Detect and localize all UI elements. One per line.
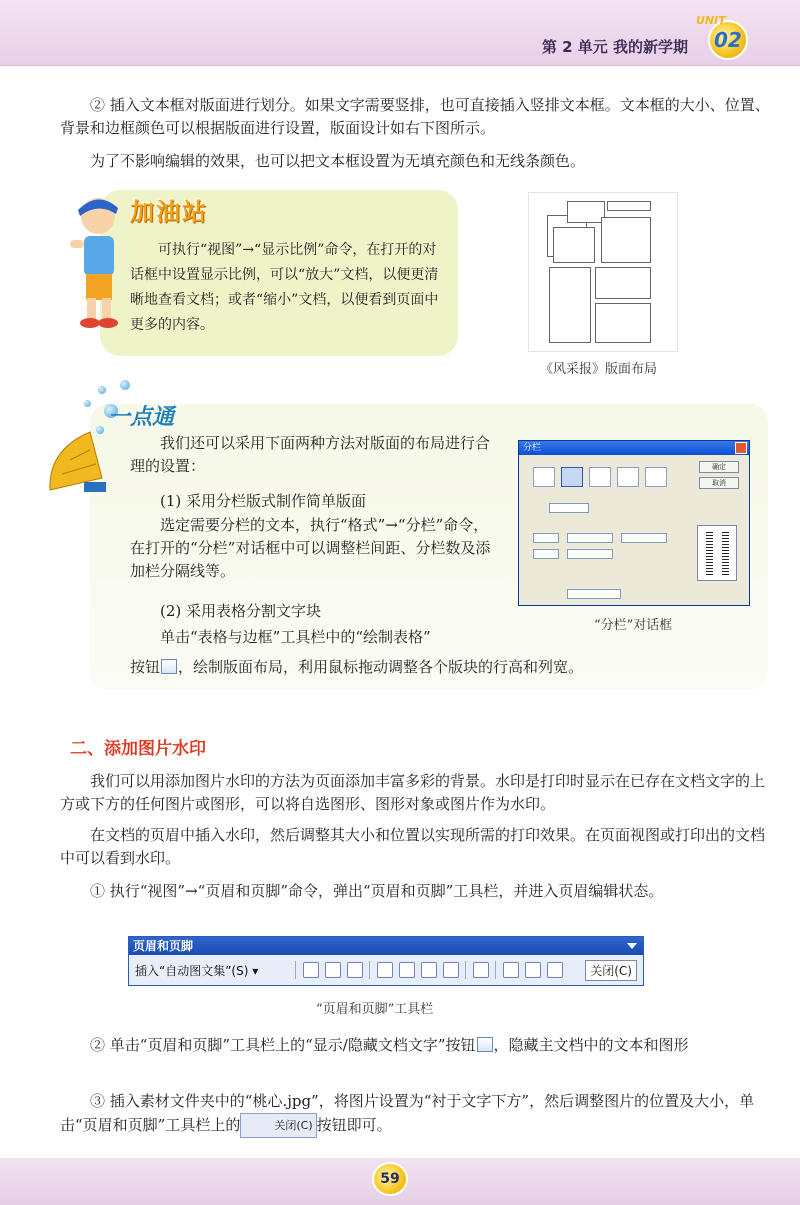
close-button[interactable]: 关闭(C)	[585, 960, 637, 981]
width-field[interactable]	[567, 549, 613, 559]
knowledge-item2-line2	[130, 656, 583, 679]
layout-block	[567, 201, 605, 223]
columns-dialog	[518, 440, 750, 606]
step-2-text-a: ② 单击“页眉和页脚”工具栏上的“显示/隐藏文档文字”按钮	[90, 1036, 476, 1054]
inline-close-button: 关闭(C)	[240, 1113, 316, 1138]
step-2-text-b: ，隐藏主文档中的文本和图形	[493, 1036, 689, 1054]
tip-text: 可执行“视图”→“显示比例”命令，在打开的对话框中设置显示比例，可以“放大”文档，以便更清晰地查看文档；或者“缩小”文档，以便看到页面中更多的内容。	[130, 242, 439, 333]
chapter-title: 第 2 单元 我的新学期	[541, 38, 688, 56]
toolbar-caption: “页眉和页脚”工具栏	[316, 1002, 434, 1017]
knowledge-item1-title: (1) 采用分栏版式制作简单版面	[160, 492, 367, 510]
insert-page-count-icon[interactable]	[325, 962, 341, 978]
knowledge-item2-line2a: 按钮	[130, 658, 161, 676]
insert-page-number-icon[interactable]	[303, 962, 319, 978]
step-3-text-a: ③ 插入素材文件夹中的“桃心.jpg”，将图片设置为“衬于文字下方”，然后调整图片的位置及大小，单击“页眉和页脚”工具栏上的	[60, 1092, 755, 1134]
step-3-text-b: 按钮即可。	[316, 1116, 392, 1134]
section2-paragraph-2: 在文档的页眉中插入水印，然后调整其大小和位置以实现所需的打印效果。在页面视图或打印出的文档中可以看到水印。	[60, 826, 766, 867]
toolbar-title: 页眉和页脚	[129, 937, 643, 955]
layout-diagram	[528, 192, 678, 352]
switch-header-footer-icon[interactable]	[503, 962, 519, 978]
dialog-caption: “分栏”对话框	[594, 618, 673, 633]
insert-time-icon[interactable]	[399, 962, 415, 978]
satellite-dish-icon	[40, 420, 120, 500]
page-number: 59	[372, 1162, 408, 1196]
header-footer-toolbar	[128, 936, 644, 986]
preset-three-columns[interactable]	[589, 467, 611, 487]
layout-caption: 《风采报》版面布局	[540, 362, 658, 377]
layout-block	[595, 267, 651, 299]
layout-block	[553, 227, 595, 263]
layout-block	[601, 217, 651, 263]
unit-word: UNIT	[696, 14, 726, 27]
format-page-number-icon[interactable]	[347, 962, 363, 978]
show-hide-text-icon	[477, 1037, 493, 1052]
step-2	[60, 1034, 775, 1057]
column-number-field[interactable]	[533, 549, 559, 559]
show-previous-icon[interactable]	[525, 962, 541, 978]
unit-badge	[698, 16, 760, 60]
draw-table-icon	[161, 659, 177, 674]
show-hide-document-text-icon[interactable]	[443, 962, 459, 978]
spacing-field[interactable]	[621, 533, 667, 543]
section2-paragraph-1: 我们可以用添加图片水印的方法为页面添加丰富多彩的背景。水印是打印时显示在已存在文档文字的上方或下方的任何图片或图形，可以将自选图形、图形对象或图片作为水印。	[60, 772, 766, 813]
page-setup-icon[interactable]	[421, 962, 437, 978]
section-heading: 二、添加图片水印	[70, 739, 206, 759]
preset-two-columns[interactable]	[561, 467, 583, 487]
unit-number: 02	[714, 28, 742, 52]
cartoon-boy-icon	[60, 190, 130, 330]
tip-title: 加油站	[130, 198, 208, 226]
column-number-field[interactable]	[533, 533, 559, 543]
preset-left[interactable]	[617, 467, 639, 487]
knowledge-item2-title: (2) 采用表格分割文字块	[160, 602, 322, 620]
toolbar-dropdown-icon[interactable]	[627, 943, 637, 949]
knowledge-title: 一点通	[108, 405, 175, 430]
columns-count-field[interactable]	[549, 503, 589, 513]
knowledge-item1-text: 选定需要分栏的文本，执行“格式”→“分栏”命令，在打开的“分栏”对话框中可以调整栏间距、分栏数及添加栏分隔线等。	[130, 516, 491, 580]
same-as-previous-icon[interactable]	[473, 962, 489, 978]
intro-paragraph-2: 为了不影响编辑的效果，也可以把文本框设置为无填充颜色和无线条颜色。	[90, 152, 586, 170]
width-field[interactable]	[567, 533, 613, 543]
intro-paragraph-1: ② 插入文本框对版面进行划分。如果文字需要竖排，也可直接插入竖排文本框。文本框的大小、位置、背景和边框颜色可以根据版面进行设置，版面设计如右下图所示。	[60, 96, 770, 137]
dialog-titlebar: 分栏	[519, 441, 749, 455]
step-3	[60, 1090, 775, 1138]
apply-to-select[interactable]	[567, 589, 621, 599]
dialog-ok-button[interactable]: 确定	[699, 461, 739, 473]
step-1: ① 执行“视图”→“页眉和页脚”命令，弹出“页眉和页脚”工具栏，并进入页眉编辑状态。	[90, 882, 664, 900]
insert-date-icon[interactable]	[377, 962, 393, 978]
knowledge-item2-line2b: ，绘制版面布局，利用鼠标拖动调整各个版块的行高和列宽。	[178, 658, 584, 676]
dialog-cancel-button[interactable]: 取消	[699, 477, 739, 489]
layout-block	[607, 201, 651, 211]
dialog-preview	[697, 525, 737, 581]
knowledge-item2-line1: 单击“表格与边框”工具栏中的“绘制表格”	[160, 628, 431, 646]
dialog-close-icon[interactable]	[735, 442, 747, 454]
layout-block	[595, 303, 651, 343]
knowledge-intro: 我们还可以采用下面两种方法对版面的布局进行合理的设置：	[130, 434, 491, 475]
show-next-icon[interactable]	[547, 962, 563, 978]
preset-right[interactable]	[645, 467, 667, 487]
insert-autotext-button[interactable]: 插入“自动图文集”(S) ▾	[135, 964, 259, 978]
preset-one-column[interactable]	[533, 467, 555, 487]
layout-block	[549, 267, 591, 343]
